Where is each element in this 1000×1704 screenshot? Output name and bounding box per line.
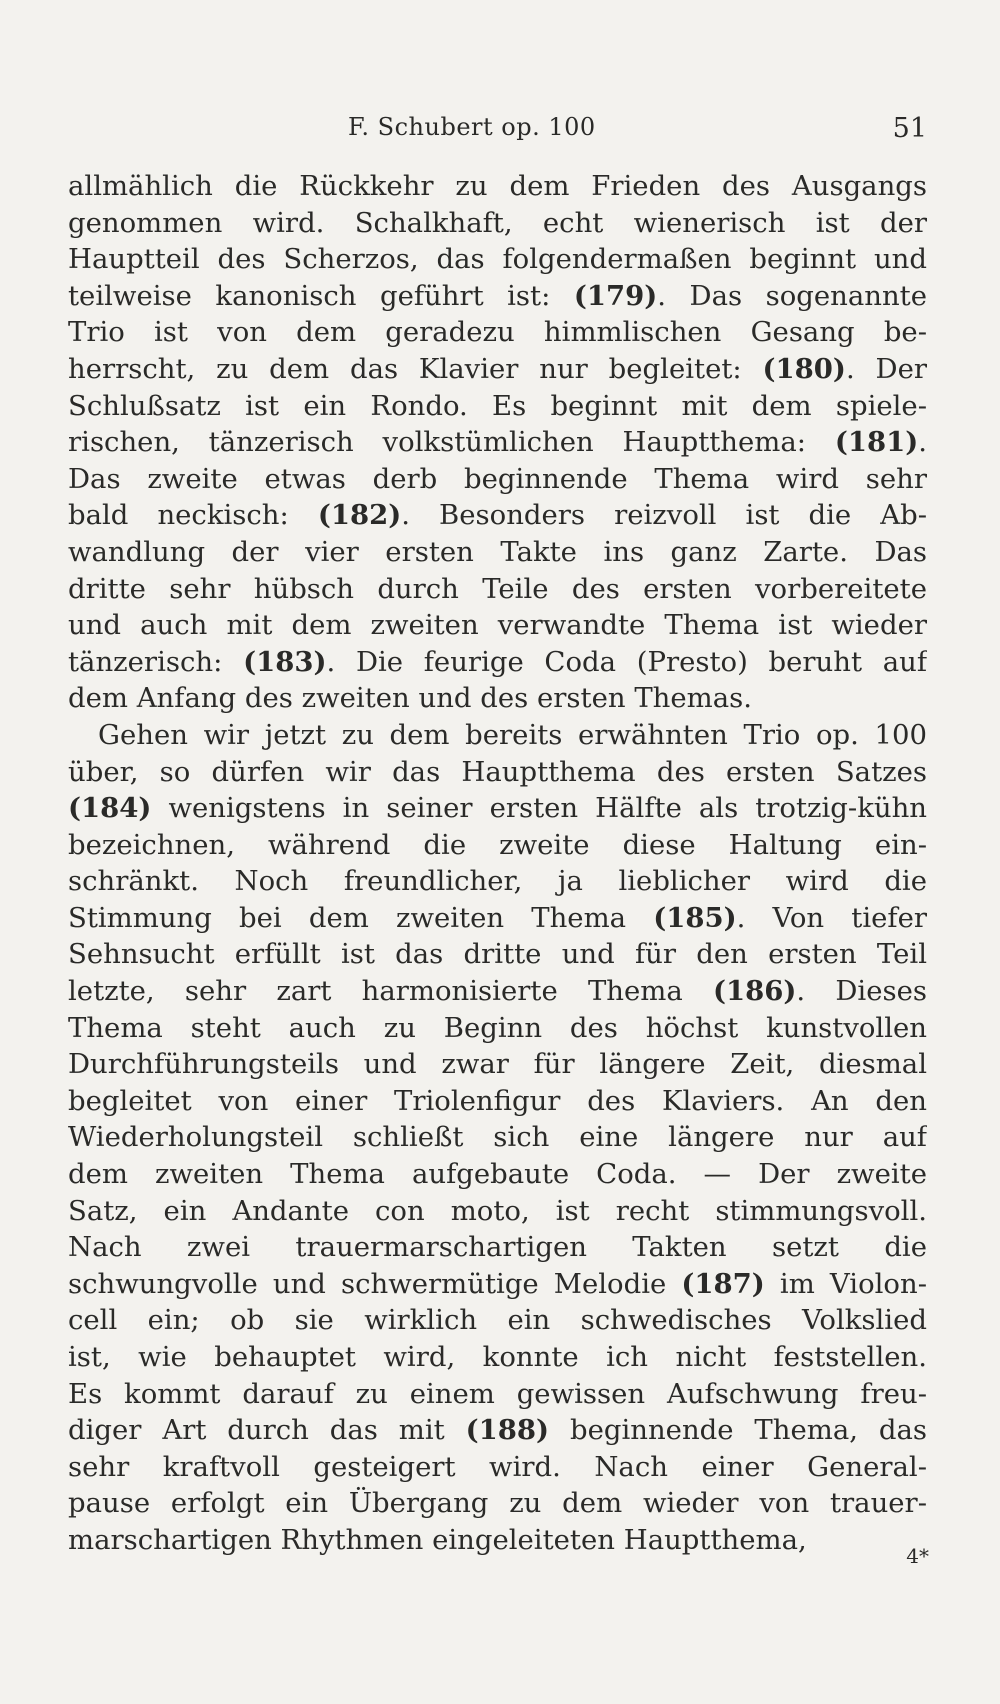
text-line (68, 717, 927, 754)
music-example-ref: (188) (465, 1414, 550, 1447)
line-text: Wiederholungsteil schließt sich eine längere nur auf (68, 1121, 927, 1154)
line-text: bald neckisch: (68, 499, 318, 532)
line-text: beginnende Thema, das (549, 1414, 927, 1447)
text-line (68, 1522, 927, 1559)
text-line (68, 1010, 927, 1047)
text-line (68, 827, 927, 864)
line-text: letzte, sehr zart harmonisierte Thema (68, 975, 713, 1008)
text-line (68, 241, 927, 278)
line-text: ist, wie behauptet wird, konnte ich nicht feststellen. (68, 1341, 927, 1373)
line-text: teilweise kanonisch geführt ist: (68, 279, 574, 312)
signature-mark: 4* (906, 1544, 929, 1568)
line-text: begleitet von einer Triolenfigur des Klaviers. An den (68, 1084, 927, 1117)
text-line (68, 1485, 927, 1522)
line-text: Das zweite etwas derb beginnende Thema wird sehr (68, 462, 927, 495)
page-header (68, 113, 927, 151)
music-example-ref: (182) (317, 499, 402, 532)
text-line (68, 754, 927, 791)
line-text: wandlung der vier ersten Takte ins ganz Zarte. Das (68, 535, 927, 568)
text-line (68, 278, 927, 315)
line-text: . Die feurige Coda (Presto) beruht auf (326, 645, 927, 678)
line-text: . Der (845, 352, 927, 385)
text-line (68, 607, 927, 644)
text-line (68, 1119, 927, 1156)
line-text: . (918, 426, 927, 459)
text-line (68, 424, 927, 461)
text-line (68, 1193, 927, 1230)
text-line (68, 644, 927, 681)
line-text: und auch mit dem zweiten verwandte Thema ist wieder (68, 609, 927, 642)
text-line (68, 1229, 927, 1266)
line-text: über, so dürfen wir das Hauptthema des ersten Satzes (68, 755, 927, 788)
line-text: wenigstens in seiner ersten Hälfte als trotzig-kühn (151, 792, 927, 825)
line-text: Nach zwei trauermarschartigen Takten setzt die (68, 1231, 927, 1264)
line-text: Sehnsucht erfüllt ist das dritte und für den ersten Teil (68, 938, 927, 971)
line-text: Gehen wir jetzt zu dem bereits erwähnten Trio op. 100 (98, 718, 927, 751)
line-text: bezeichnen, während die zweite diese Haltung ein- (68, 828, 927, 861)
line-text: Thema steht auch zu Beginn des höchst kunstvollen (68, 1011, 927, 1044)
music-example-ref: (185) (653, 901, 737, 934)
line-text: Trio ist von dem geradezu himmlischen Gesang be- (68, 316, 927, 349)
text-line (68, 388, 927, 425)
line-text: . Von tiefer (736, 901, 927, 934)
text-line (68, 205, 927, 242)
text-line (68, 461, 927, 498)
line-text: Schlußsatz ist ein Rondo. Es beginnt mit dem spiele- (68, 389, 927, 422)
text-line (68, 900, 927, 937)
text-line (68, 1376, 927, 1413)
text-line (68, 863, 927, 900)
text-line (68, 1302, 927, 1339)
line-text: Durchführungsteils und zwar für längere Zeit, diesmal (68, 1048, 927, 1081)
text-line (68, 1412, 927, 1449)
text-line (68, 1449, 927, 1486)
line-text: tänzerisch: (68, 645, 244, 678)
text-line (68, 1339, 927, 1376)
text-line (68, 314, 927, 351)
line-text: genommen wird. Schalkhaft, echt wienerisch ist der (68, 206, 927, 239)
line-text: cell ein; ob sie wirklich ein schwedisches Volkslied (68, 1304, 927, 1337)
line-text: diger Art durch das mit (68, 1414, 466, 1447)
text-line (68, 973, 927, 1010)
line-text: . Dieses (796, 975, 927, 1008)
line-text: dritte sehr hübsch durch Teile des ersten vorbereitete (68, 572, 927, 605)
text-line (68, 680, 927, 717)
line-text: pause erfolgt ein Übergang zu dem wieder von trauer- (68, 1487, 927, 1520)
music-example-ref: (181) (834, 426, 919, 459)
line-text: herrscht, zu dem das Klavier nur begleitet: (68, 352, 763, 385)
text-line (68, 1266, 927, 1303)
running-title: F. Schubert op. 100 (348, 113, 596, 141)
text-line (68, 351, 927, 388)
line-text: marschartigen Rhythmen eingeleiteten Hauptthema, (68, 1523, 807, 1556)
line-text: allmählich die Rückkehr zu dem Frieden des Ausgangs (68, 170, 927, 202)
text-line (68, 571, 927, 608)
text-line (68, 790, 927, 827)
text-line (68, 534, 927, 571)
line-text: schwungvolle und schwermütige Melodie (68, 1267, 682, 1300)
line-text: Satz, ein Andante con moto, ist recht stimmungsvoll. (68, 1194, 927, 1227)
music-example-ref: (187) (681, 1267, 765, 1300)
music-example-ref: (186) (712, 975, 797, 1008)
text-line (68, 497, 927, 534)
text-line (68, 936, 927, 973)
line-text: . Das sogenannte (657, 279, 927, 312)
line-text: dem Anfang des zweiten und des ersten Themas. (68, 682, 752, 715)
music-example-ref: (179) (573, 279, 658, 312)
line-text: Hauptteil des Scherzos, das folgendermaßen beginnt und (68, 243, 927, 276)
text-line (68, 1046, 927, 1083)
line-text: im Violon- (764, 1267, 927, 1300)
line-text: rischen, tänzerisch volkstümlichen Hauptthema: (68, 426, 835, 459)
music-example-ref: (183) (243, 645, 327, 678)
line-text: schränkt. Noch freundlicher, ja lieblicher wird die (68, 865, 927, 898)
text-line (68, 168, 927, 205)
line-text: . Besonders reizvoll ist die Ab- (401, 499, 927, 532)
line-text: Es kommt darauf zu einem gewissen Aufschwung freu- (68, 1377, 927, 1410)
line-text: sehr kraftvoll gesteigert wird. Nach einer General- (68, 1450, 927, 1483)
line-text: dem zweiten Thema aufgebaute Coda. — Der zweite (68, 1158, 927, 1191)
line-text: Stimmung bei dem zweiten Thema (68, 901, 654, 934)
page-number: 51 (892, 113, 927, 144)
text-line (68, 1083, 927, 1120)
music-example-ref: (184) (68, 792, 152, 825)
body-text (68, 168, 927, 1559)
text-line (68, 1156, 927, 1193)
music-example-ref: (180) (762, 352, 846, 385)
